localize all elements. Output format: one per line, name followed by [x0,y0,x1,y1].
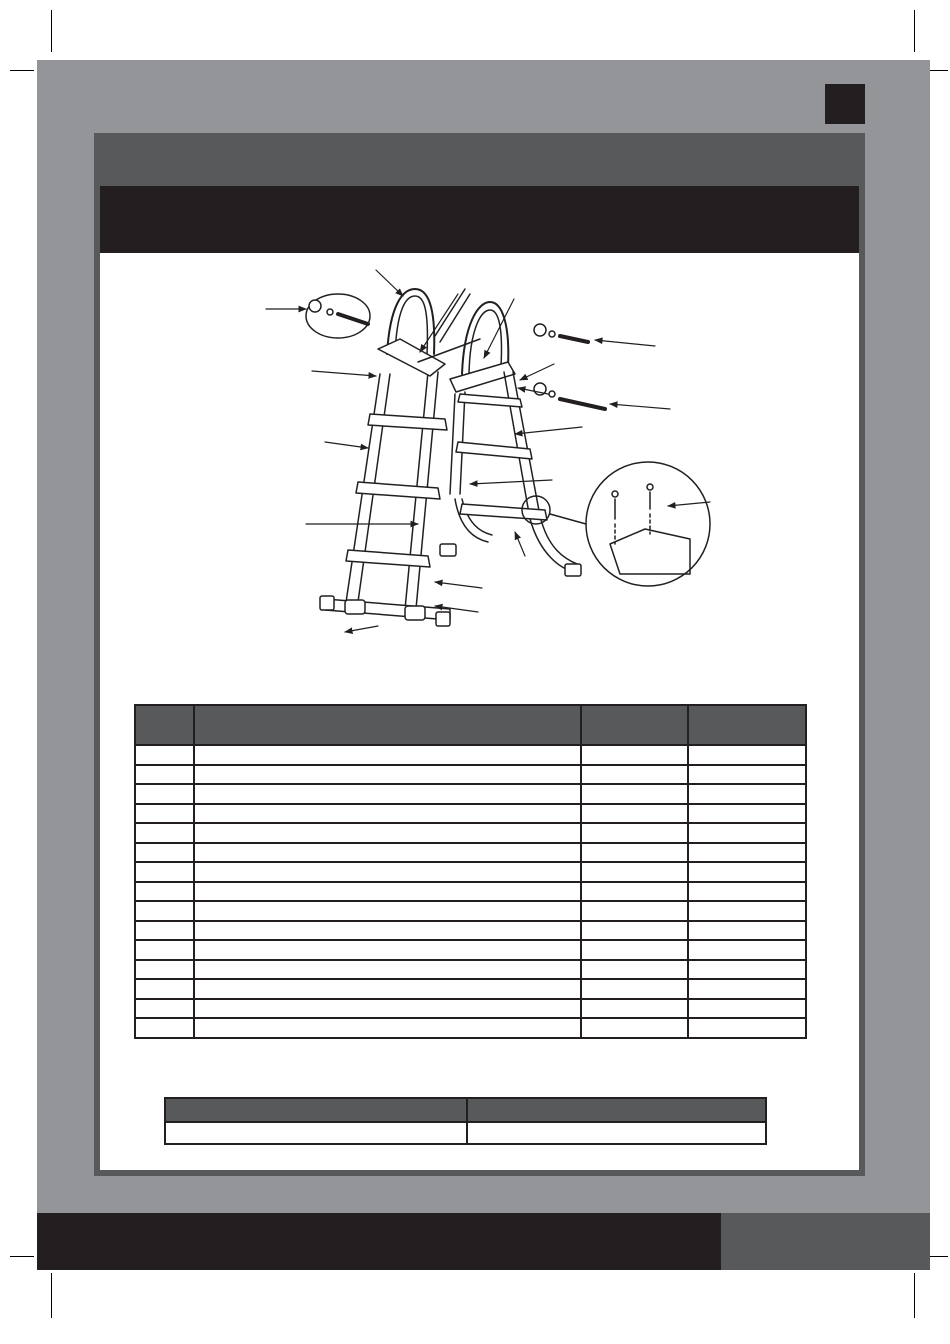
table-cell [194,784,581,804]
crop-mark [51,1273,52,1318]
table-cell [135,765,194,785]
table-cell [581,784,688,804]
column-header [165,1098,467,1122]
column-header [135,705,194,745]
table-cell [688,765,806,785]
ladder-base-tube [320,596,450,626]
table-row [135,999,806,1019]
table-cell [581,960,688,980]
table-cell [194,940,581,960]
table-cell [194,999,581,1019]
table-header-row [165,1098,766,1122]
table-cell [135,960,194,980]
table-row [135,979,806,999]
parts-list-table [134,704,807,1039]
table-cell [581,843,688,863]
table-row [135,823,806,843]
table-cell [194,979,581,999]
table-cell [135,804,194,824]
column-header [581,705,688,745]
spec-table [164,1097,767,1145]
crop-mark [10,70,34,71]
table-cell [581,999,688,1019]
table-cell [135,784,194,804]
ladder-steps [346,394,547,567]
ladder-exploded-diagram [100,254,859,674]
table-cell [135,862,194,882]
table-cell [194,921,581,941]
table-cell [688,979,806,999]
table-row [135,843,806,863]
column-header [688,705,806,745]
table-cell [688,745,806,765]
table-cell [165,1122,467,1144]
table-row [135,901,806,921]
table-cell [688,960,806,980]
footer-tab [721,1213,930,1270]
table-row [135,921,806,941]
table-cell [688,862,806,882]
table-cell [581,882,688,902]
table-row [135,862,806,882]
table-cell [135,745,194,765]
table-cell [581,1018,688,1038]
table-cell [688,901,806,921]
column-header [467,1098,766,1122]
crop-mark [914,1273,915,1318]
page-number-badge [825,84,865,124]
table-cell [467,1122,766,1144]
table-row [135,745,806,765]
crop-mark [914,10,915,52]
table-cell [135,901,194,921]
ladder-inner-side [440,302,581,576]
table-cell [581,765,688,785]
table-cell [194,882,581,902]
table-cell [135,979,194,999]
table-row [135,882,806,902]
table-cell [581,804,688,824]
table-cell [135,940,194,960]
table-cell [581,901,688,921]
table-row [165,1122,766,1144]
crop-mark [51,10,52,52]
table-cell [688,843,806,863]
table-row [135,1018,806,1038]
table-cell [581,823,688,843]
column-header [194,705,581,745]
table-cell [194,862,581,882]
table-cell [194,960,581,980]
table-cell [581,921,688,941]
table-cell [135,1018,194,1038]
table-cell [581,862,688,882]
table-cell [194,901,581,921]
table-row [135,940,806,960]
table-cell [135,921,194,941]
table-cell [135,882,194,902]
table-cell [688,804,806,824]
table-cell [688,999,806,1019]
table-cell [581,745,688,765]
table-cell [194,823,581,843]
table-cell [688,940,806,960]
table-header-row [135,705,806,745]
section-title-bar [100,186,859,253]
crop-mark [10,1256,34,1257]
table-cell [135,999,194,1019]
table-cell [194,1018,581,1038]
table-cell [194,745,581,765]
table-cell [135,823,194,843]
footer-bar [37,1213,721,1270]
table-cell [688,921,806,941]
table-cell [581,979,688,999]
table-row [135,960,806,980]
table-cell [581,940,688,960]
table-row [135,804,806,824]
table-row [135,765,806,785]
table-cell [194,804,581,824]
table-cell [194,765,581,785]
table-cell [194,843,581,863]
table-cell [688,784,806,804]
table-cell [688,882,806,902]
table-row [135,784,806,804]
table-cell [135,843,194,863]
table-cell [688,823,806,843]
table-cell [688,1018,806,1038]
